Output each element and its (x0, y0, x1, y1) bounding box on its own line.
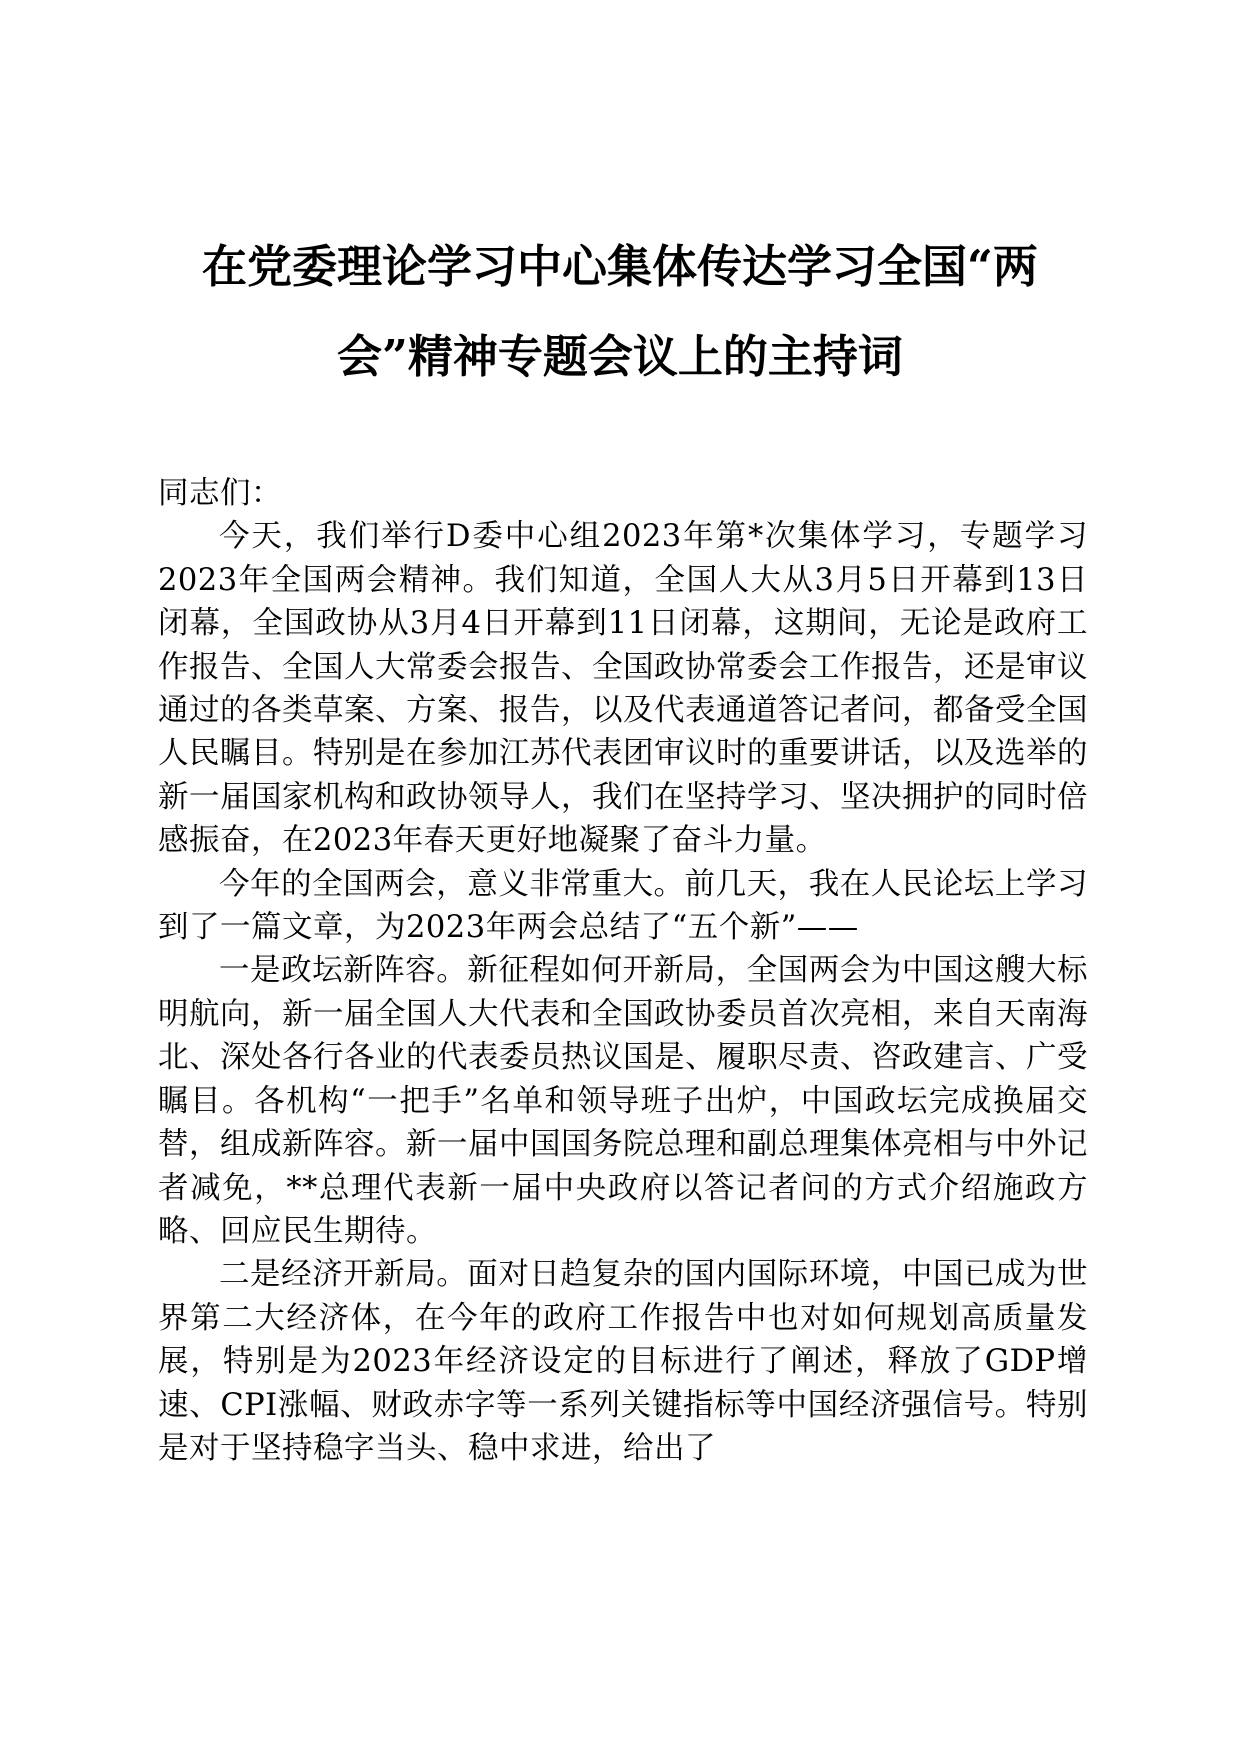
title-line-2: 会”精神专题会议上的主持词 (337, 330, 903, 383)
document-body (158, 472, 1088, 1470)
paragraph-1: 今天，我们举行D委中心组2023年第*次集体学习，专题学习2023年全国两会精神。我们知道，全国人大从3月5日开幕到13日闭幕，全国政协从3月4日开幕到11日闭幕，这期间，无论是政府工作报告、全国人大常委会报告、全国政协常委会工作报告，还是审议通过的各类草案、方案、报告，以及代表通道答记者问，都备受全国人民瞩目。特别是在参加江苏代表团审议时的重要讲话，以及选举的新一届国家机构和政协领导人，我们在坚持学习、坚决拥护的同时倍感振奋，在2023年春天更好地凝聚了奋斗力量。 (158, 519, 1088, 859)
greeting: 同志们： (158, 476, 282, 511)
title-line-1: 在党委理论学习中心集体传达学习全国“两 (202, 240, 1038, 293)
paragraph-3: 一是政坛新阵容。新征程如何开新局，全国两会为中国这艘大标明航向，新一届全国人大代表和全国政协委员首次亮相，来自天南海北、深处各行各业的代表委员热议国是、履职尽责、咨政建言、广受瞩目。各机构“一把手”名单和领导班子出炉，中国政坛完成换届交替，组成新阵容。新一届中国国务院总理和副总理集体亮相与中外记者减免，**总理代表新一届中央政府以答记者问的方式介绍施政方略、回应民生期待。 (158, 953, 1088, 1249)
paragraph-4: 二是经济开新局。面对日趋复杂的国内国际环境，中国已成为世界第二大经济体，在今年的政府工作报告中也对如何规划高质量发展，特别是为2023年经济设定的目标进行了阐述，释放了GDP增速、CPI涨幅、财政赤字等一系列关键指标等中国经济强信号。特别是对于坚持稳字当头、稳中求进，给出了 (158, 1257, 1088, 1466)
paragraph-2: 今年的全国两会，意义非常重大。前几天，我在人民论坛上学习到了一篇文章，为2023年两会总结了“五个新”—— (158, 866, 1088, 946)
document-title (150, 222, 1090, 402)
